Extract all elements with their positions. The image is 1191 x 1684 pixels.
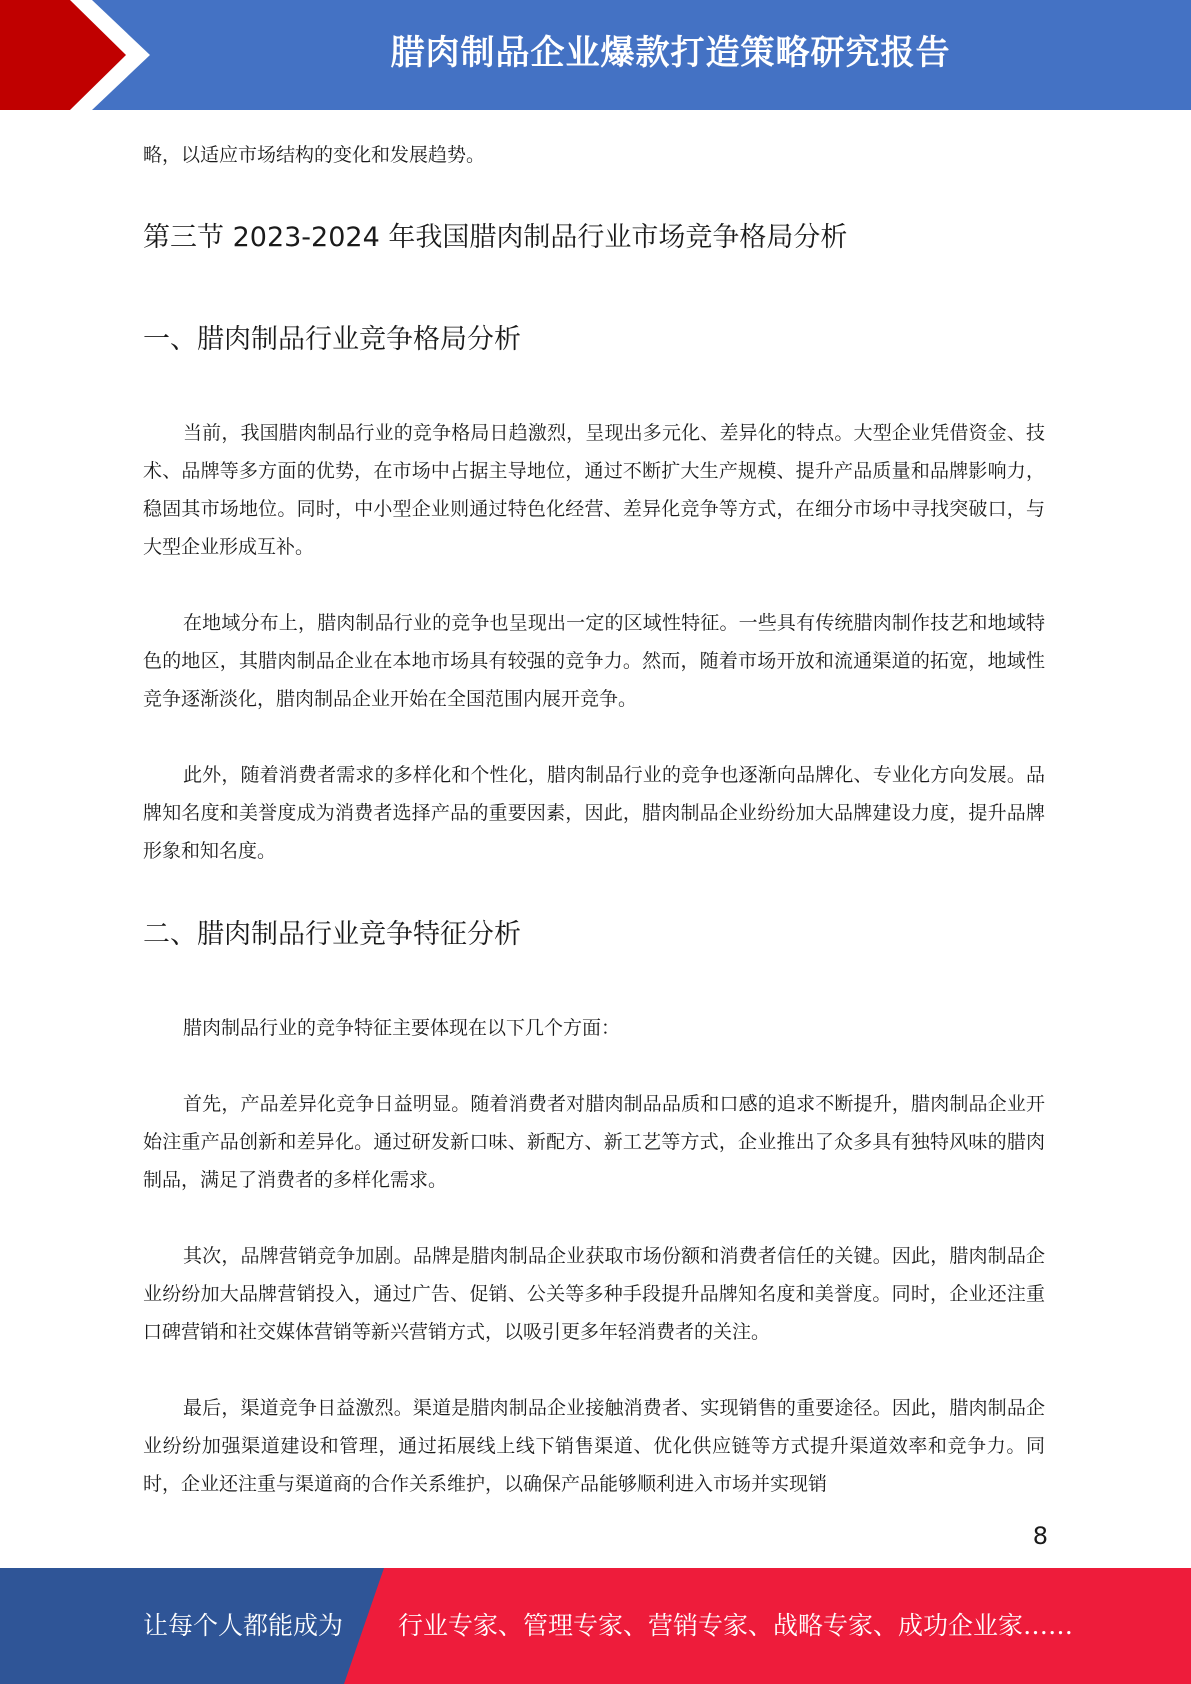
header-chevron-decoration	[0, 0, 160, 110]
report-footer-banner	[0, 1568, 1191, 1684]
paragraph: 最后，渠道竞争日益激烈。渠道是腊肉制品企业接触消费者、实现销售的重要途径。因此，腊肉制品企业纷纷加强渠道建设和管理，通过拓展线上线下销售渠道、优化供应链等方式提升渠道效率和竞争力。同时，企业还注重与渠道商的合作关系维护，以确保产品能够顺利进入市场并实现销	[143, 1397, 1045, 1495]
paragraph: 此外，随着消费者需求的多样化和个性化，腊肉制品行业的竞争也逐渐向品牌化、专业化方向发展。品牌知名度和美誉度成为消费者选择产品的重要因素，因此，腊肉制品企业纷纷加大品牌建设力度，提升品牌形象和知名度。	[143, 764, 1045, 862]
subsection-heading-1: 一、腊肉制品行业竞争格局分析	[143, 324, 521, 355]
paragraph: 腊肉制品行业的竞争特征主要体现在以下几个方面：	[183, 1017, 621, 1039]
footer-slogan-left: 让每个人都能成为	[143, 1611, 344, 1640]
continued-paragraph: 略，以适应市场结构的变化和发展趋势。	[143, 144, 486, 166]
page-number: 8	[1032, 1522, 1048, 1550]
section-title: 第三节 2023-2024 年我国腊肉制品行业市场竞争格局分析	[143, 222, 848, 253]
paragraph: 其次，品牌营销竞争加剧。品牌是腊肉制品企业获取市场份额和消费者信任的关键。因此，腊肉制品企业纷纷加大品牌营销投入，通过广告、促销、公关等多种手段提升品牌知名度和美誉度。同时，企业还注重口碑营销和社交媒体营销等新兴营销方式，以吸引更多年轻消费者的关注。	[143, 1245, 1045, 1343]
report-title: 腊肉制品企业爆款打造策略研究报告	[390, 33, 951, 73]
paragraph: 当前，我国腊肉制品行业的竞争格局日趋激烈，呈现出多元化、差异化的特点。大型企业凭借资金、技术、品牌等多方面的优势，在市场中占据主导地位，通过不断扩大生产规模、提升产品质量和品牌影响力，稳固其市场地位。同时，中小型企业则通过特色化经营、差异化竞争等方式，在细分市场中寻找突破口，与大型企业形成互补。	[143, 422, 1045, 558]
report-header-banner	[0, 0, 1191, 110]
paragraph: 首先，产品差异化竞争日益明显。随着消费者对腊肉制品品质和口感的追求不断提升，腊肉制品企业开始注重产品创新和差异化。通过研发新口味、新配方、新工艺等方式，企业推出了众多具有独特风味的腊肉制品，满足了消费者的多样化需求。	[143, 1093, 1045, 1191]
subsection-heading-2: 二、腊肉制品行业竞争特征分析	[143, 919, 521, 950]
paragraph: 在地域分布上，腊肉制品行业的竞争也呈现出一定的区域性特征。一些具有传统腊肉制作技艺和地域特色的地区，其腊肉制品企业在本地市场具有较强的竞争力。然而，随着市场开放和流通渠道的拓宽，地域性竞争逐渐淡化，腊肉制品企业开始在全国范围内展开竞争。	[143, 612, 1045, 710]
footer-slogan-right: 行业专家、管理专家、营销专家、战略专家、成功企业家……	[398, 1611, 1074, 1640]
